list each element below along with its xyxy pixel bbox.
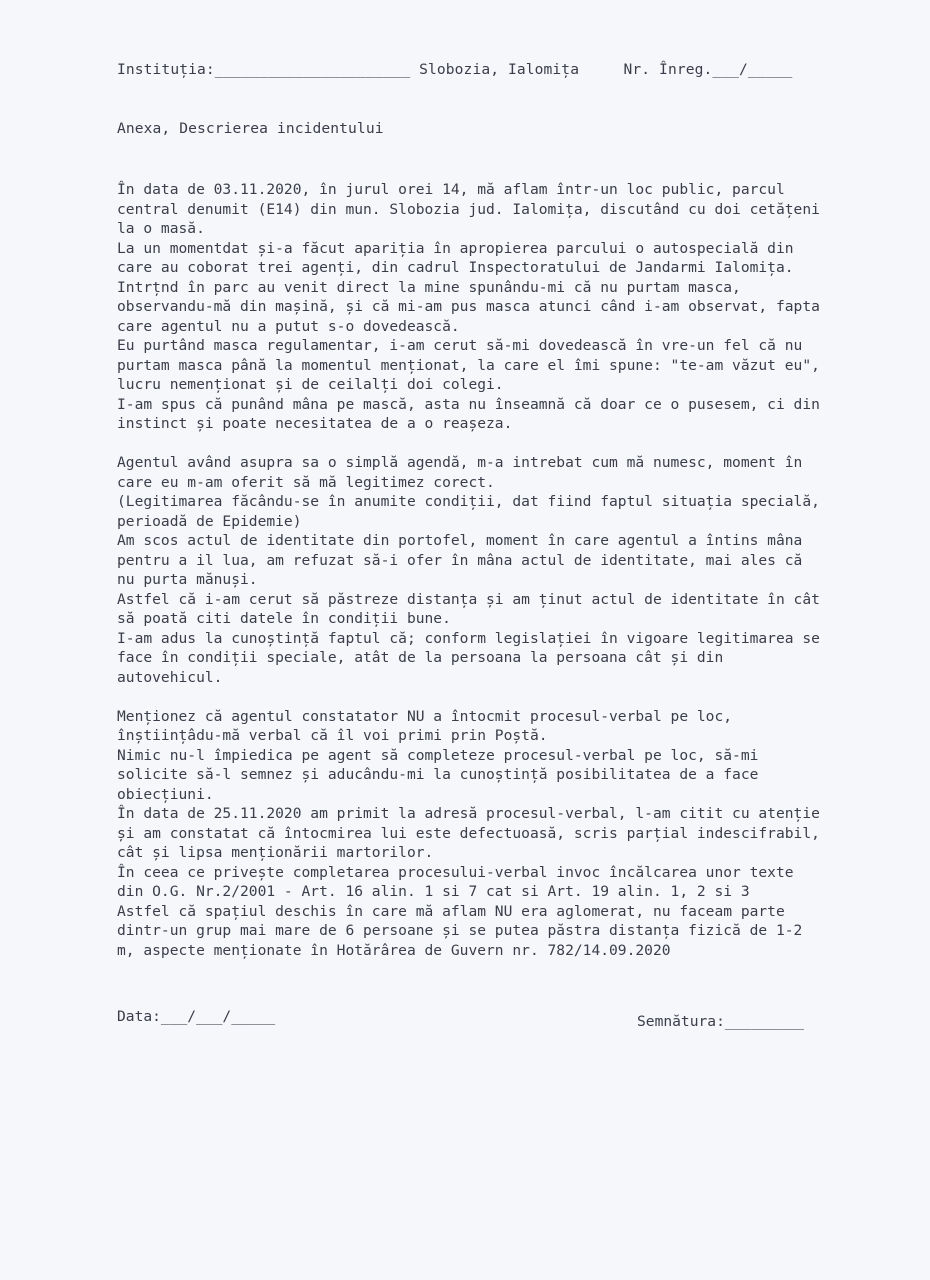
text-line: observandu-mă din mașină, și că mi-am pus masca atunci când i-am observat, fapta [117, 298, 820, 315]
text-line: cât și lipsa menționării martorilor. [117, 844, 434, 861]
text-line: care eu m-am oferit să mă legitimez corect. [117, 473, 495, 491]
text-line: m, aspecte menționate în Hotărârea de Guvern nr. 782/14.09.2020 [117, 941, 671, 959]
text-line: face în condiții speciale, atât de la persoana la persoana cât și din [117, 649, 724, 666]
incident-description [117, 180, 857, 960]
text-line: solicite să-l semnez și aducându-mi la cunoștință posibilitatea de a face [117, 766, 759, 783]
date-field: Data:___/___/_____ [117, 1008, 276, 1025]
text-line: care au coborat trei agenți, din cadrul Inspectoratului de Jandarmi Ialomița. [117, 259, 794, 276]
text-line: lucru nemenționat și de ceilalți doi colegi. [117, 376, 504, 393]
text-line: instinct și poate necesitatea de a o reașeza. [117, 415, 513, 432]
text-line: obiecțiuni. [117, 785, 214, 803]
text-line: Eu purtând masca regulamentar, i-am cerut să-mi dovedească în vre-un fel că nu [117, 337, 803, 354]
text-line: În data de 25.11.2020 am primit la adresă procesul-verbal, l-am citit cu atenție [117, 805, 820, 822]
text-line: Intrțnd în parc au venit direct la mine spunându-mi că nu purtam masca, [117, 278, 741, 296]
text-line: Menționez că agentul constatator NU a întocmit procesul-verbal pe loc, [117, 707, 733, 725]
text-line: din O.G. Nr.2/2001 - Art. 16 alin. 1 si 7 cat si Art. 19 alin. 1, 2 si 3 [117, 883, 750, 900]
text-line: În ceea ce privește completarea procesului-verbal invoc încălcarea unor texte [117, 863, 794, 881]
text-line: dintr-un grup mai mare de 6 persoane și se putea păstra distanța fizică de 1-2 [117, 922, 803, 939]
text-line: pentru a il lua, am refuzat să-i ofer în mâna actul de identitate, mai ales că [117, 551, 803, 569]
text-line: Astfel că spațiul deschis în care mă aflam NU era aglomerat, nu faceam parte [117, 902, 785, 920]
signature-field: Semnătura:_________ [637, 1013, 804, 1030]
text-line: să poată citi datele în condiții bune. [117, 610, 451, 627]
text-line: central denumit (E14) din mun. Slobozia jud. Ialomița, discutând cu doi cetățeni [117, 200, 820, 218]
text-line: perioadă de Epidemie) [117, 512, 302, 530]
text-line: nu purta mănuși. [117, 571, 258, 588]
paragraph-gap [117, 434, 857, 454]
text-line: Nimic nu-l împiedica pe agent să completeze procesul-verbal pe loc, să-mi [117, 746, 759, 764]
text-line: la o masă. [117, 220, 205, 237]
text-line: Astfel că i-am cerut să păstreze distanța și am ținut actul de identitate în cât [117, 590, 820, 608]
text-line: I-am spus că punând mâna pe mască, asta nu înseamnă că doar ce o pusesem, ci din [117, 395, 820, 413]
paragraph-gap [117, 687, 857, 707]
text-line: I-am adus la cunoștință faptul că; conform legislației în vigoare legitimarea se [117, 629, 820, 647]
text-line: Agentul având asupra sa o simplă agendă, m-a intrebat cum mă numesc, moment în [117, 454, 803, 471]
text-line: purtam masca până la momentul menționat, la care el îmi spune: "te-am văzut eu", [117, 356, 820, 374]
text-line: (Legitimarea făcându-se în anumite condiții, dat fiind faptul situația specială, [117, 493, 820, 510]
header-line: Instituția:______________________ Slobozia, Ialomița Nr. Înreg.___/_____ [117, 61, 793, 78]
text-line: autovehicul. [117, 668, 223, 686]
text-line: Am scos actul de identitate din portofel, moment în care agentul a întins mâna [117, 532, 803, 549]
annex-title: Anexa, Descrierea incidentului [117, 120, 384, 137]
text-line: înștiințâdu-mă verbal că îl voi primi prin Poștă. [117, 727, 548, 744]
text-line: și am constatat că întocmirea lui este defectuoasă, scris parțial indescifrabil, [117, 824, 820, 842]
text-line: care agentul nu a putut s-o dovedească. [117, 317, 460, 335]
text-line: La un momentdat și-a făcut apariția în apropierea parcului o autospecială din [117, 239, 794, 257]
text-line: În data de 03.11.2020, în jurul orei 14, mă aflam într-un loc public, parcul [117, 181, 785, 198]
